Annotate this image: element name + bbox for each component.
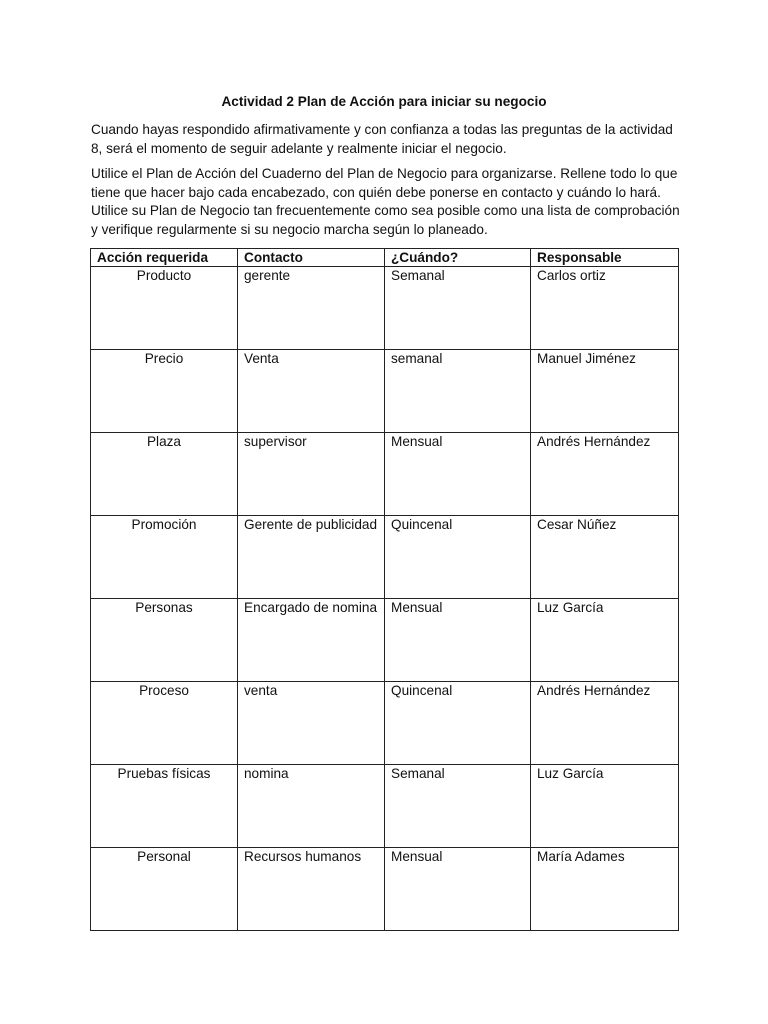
table-row: [91, 433, 679, 516]
cell-contacto: gerente: [238, 267, 385, 350]
action-plan-table: [90, 248, 679, 931]
header-responsable: Responsable: [531, 249, 679, 267]
table-row: [91, 682, 679, 765]
cell-contacto: Encargado de nomina: [238, 599, 385, 682]
cell-accion: Plaza: [91, 433, 238, 516]
cell-cuando: Mensual: [385, 848, 531, 931]
table-row: [91, 516, 679, 599]
cell-responsable: Manuel Jiménez: [531, 350, 679, 433]
cell-cuando: Semanal: [385, 765, 531, 848]
cell-responsable: Luz García: [531, 599, 679, 682]
cell-accion: Personal: [91, 848, 238, 931]
cell-responsable: María Adames: [531, 848, 679, 931]
cell-cuando: Mensual: [385, 599, 531, 682]
cell-cuando: Quincenal: [385, 682, 531, 765]
cell-contacto: Venta: [238, 350, 385, 433]
table-row: [91, 267, 679, 350]
cell-accion: Proceso: [91, 682, 238, 765]
cell-contacto: Gerente de publicidad: [238, 516, 385, 599]
header-contacto: Contacto: [238, 249, 385, 267]
table-row: [91, 848, 679, 931]
cell-responsable: Carlos ortiz: [531, 267, 679, 350]
document-title: Actividad 2 Plan de Acción para iniciar su negocio: [221, 94, 547, 109]
cell-contacto: Recursos humanos: [238, 848, 385, 931]
cell-accion: Producto: [91, 267, 238, 350]
cell-responsable: Cesar Núñez: [531, 516, 679, 599]
cell-cuando: Quincenal: [385, 516, 531, 599]
intro-paragraph: Cuando hayas respondido afirmativamente y con confianza a todas las preguntas de la actividad 8, será el momento de seguir adelante y realmente iniciar el negocio.: [91, 122, 673, 156]
cell-contacto: nomina: [238, 765, 385, 848]
table-row: [91, 599, 679, 682]
cell-cuando: semanal: [385, 350, 531, 433]
table-header-row: [91, 249, 679, 267]
cell-responsable: Andrés Hernández: [531, 433, 679, 516]
cell-responsable: Luz García: [531, 765, 679, 848]
cell-contacto: venta: [238, 682, 385, 765]
header-accion-requerida: Acción requerida: [91, 249, 238, 267]
table-row: [91, 350, 679, 433]
table-row: [91, 765, 679, 848]
instructions-paragraph: Utilice el Plan de Acción del Cuaderno del Plan de Negocio para organizarse. Rellene todo lo que tiene que hacer bajo cada encabezado, con quién debe ponerse en contacto y cuándo lo hará. Utilice su Plan de Negocio tan frecuentemente como sea posible como una lista de comprobación y verifique regularmente si su negocio marcha según lo planeado.: [91, 166, 680, 237]
cell-cuando: Mensual: [385, 433, 531, 516]
cell-cuando: Semanal: [385, 267, 531, 350]
cell-responsable: Andrés Hernández: [531, 682, 679, 765]
cell-accion: Promoción: [91, 516, 238, 599]
cell-accion: Personas: [91, 599, 238, 682]
cell-accion: Precio: [91, 350, 238, 433]
header-cuando: ¿Cuándo?: [385, 249, 531, 267]
cell-contacto: supervisor: [238, 433, 385, 516]
cell-accion: Pruebas físicas: [91, 765, 238, 848]
